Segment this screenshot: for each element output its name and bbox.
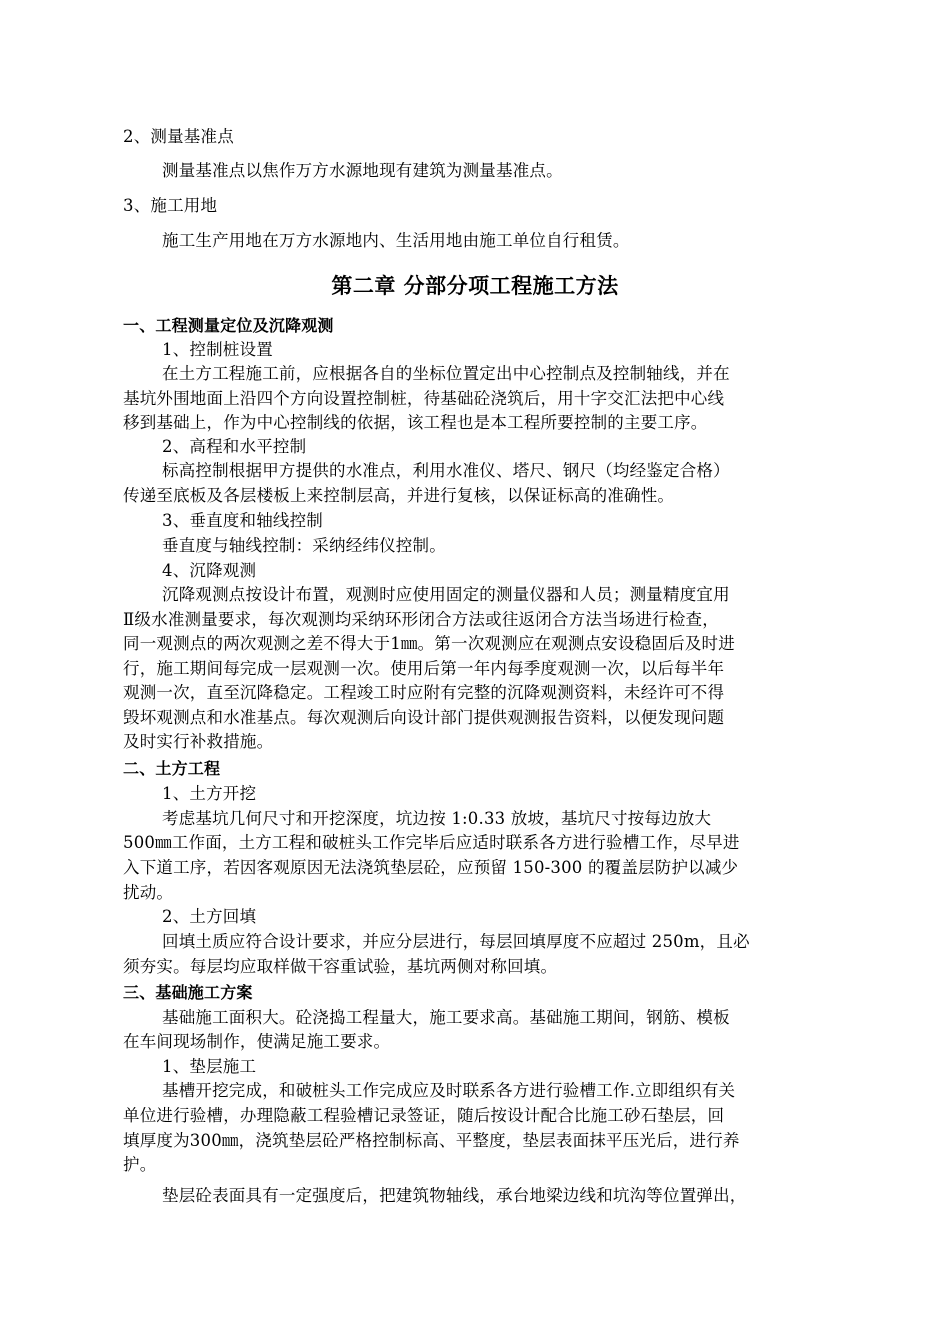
paragraph-line: 垂直度与轴线控制：采纳经纬仪控制。 (162, 536, 446, 555)
subsection-title: 2、土方回填 (162, 907, 257, 926)
paragraph-line: 500㎜工作面，土方工程和破桩头工作完毕后应适时联系各方进行验槽工作，尽早进 (123, 833, 740, 852)
paragraph-line: 扰动。 (123, 883, 174, 902)
subsection-title: 1、土方开挖 (162, 784, 257, 803)
subsection-title: 1、控制桩设置 (162, 340, 273, 359)
preamble-item2-title: 2、测量基准点 (123, 127, 234, 146)
subsection-title: 2、高程和水平控制 (162, 437, 307, 456)
subsection-title: 1、垫层施工 (162, 1057, 257, 1076)
paragraph-line: 同一观测点的两次观测之差不得大于1㎜。第一次观测应在观测点安设稳固后及时进 (123, 634, 735, 653)
paragraph-line: Ⅱ级水准测量要求，每次观测均采纳环形闭合方法或往返闭合方法当场进行检查， (123, 610, 719, 629)
subsection-title: 4、沉降观测 (162, 561, 257, 580)
paragraph-line: 行，施工期间每完成一层观测一次。使用后第一年内每季度观测一次，以后每半年 (123, 659, 725, 678)
paragraph-line: 护。 (123, 1155, 157, 1174)
paragraph-line: 单位进行验槽，办理隐蔽工程验槽记录签证，随后按设计配合比施工砂石垫层，回 (123, 1106, 725, 1125)
paragraph-line: 毁坏观测点和水准基点。每次观测后向设计部门提供观测报告资料，以便发现问题 (123, 708, 725, 727)
paragraph-line: 填厚度为300㎜，浇筑垫层砼严格控制标高、平整度，垫层表面抹平压光后，进行养 (123, 1131, 740, 1150)
paragraph-line: 垫层砼表面具有一定强度后，把建筑物轴线，承台地梁边线和坑沟等位置弹出， (162, 1186, 747, 1205)
paragraph-line: 考虑基坑几何尺寸和开挖深度，坑边按 1:0.33 放坡，基坑尺寸按每边放大 (162, 809, 712, 828)
subsection-title: 3、垂直度和轴线控制 (162, 511, 323, 530)
paragraph-line: 及时实行补救措施。 (123, 732, 274, 751)
paragraph-line: 回填土质应符合设计要求，并应分层进行，每层回填厚度不应超过 250m，且必 (162, 932, 750, 951)
preamble-item3-body: 施工生产用地在万方水源地内、生活用地由施工单位自行租赁。 (162, 231, 630, 250)
paragraph-line: 基坑外围地面上沿四个方向设置控制桩，待基础砼浇筑后，用十字交汇法把中心线 (123, 389, 725, 408)
paragraph-line: 入下道工序，若因客观原因无法浇筑垫层砼，应预留 150-300 的覆盖层防护以减少 (123, 858, 739, 877)
paragraph-line: 须夯实。每层均应取样做干容重试验，基坑两侧对称回填。 (123, 957, 558, 976)
paragraph-line: 在车间现场制作，使满足施工要求。 (123, 1032, 391, 1051)
preamble-item3-title: 3、施工用地 (123, 196, 218, 215)
section-heading: 二、土方工程 (123, 759, 221, 778)
paragraph-line: 观测一次，直至沉降稳定。工程竣工时应附有完整的沉降观测资料，未经许可不得 (123, 683, 725, 702)
paragraph-line: 传递至底板及各层楼板上来控制层高，并进行复核，以保证标高的准确性。 (123, 486, 675, 505)
paragraph-line: 在土方工程施工前，应根据各自的坐标位置定出中心控制点及控制轴线，并在 (162, 364, 730, 383)
chapter-title: 第二章 分部分项工程施工方法 (331, 274, 619, 298)
preamble-item2-body: 测量基准点以焦作万方水源地现有建筑为测量基准点。 (162, 161, 563, 180)
paragraph-line: 移到基础上，作为中心控制线的依据，该工程也是本工程所要控制的主要工序。 (123, 413, 708, 432)
section-heading: 一、工程测量定位及沉降观测 (123, 316, 334, 335)
paragraph-line: 沉降观测点按设计布置，观测时应使用固定的测量仪器和人员；测量精度宜用 (162, 585, 730, 604)
paragraph-line: 基槽开挖完成，和破桩头工作完成应及时联系各方进行验槽工作.立即组织有关 (162, 1081, 736, 1100)
paragraph-line: 基础施工面积大。砼浇捣工程量大，施工要求高。基础施工期间，钢筋、模板 (162, 1008, 730, 1027)
paragraph-line: 标高控制根据甲方提供的水准点，利用水准仪、塔尺、钢尺（均经鉴定合格） (162, 461, 730, 480)
section-heading: 三、基础施工方案 (123, 983, 253, 1002)
